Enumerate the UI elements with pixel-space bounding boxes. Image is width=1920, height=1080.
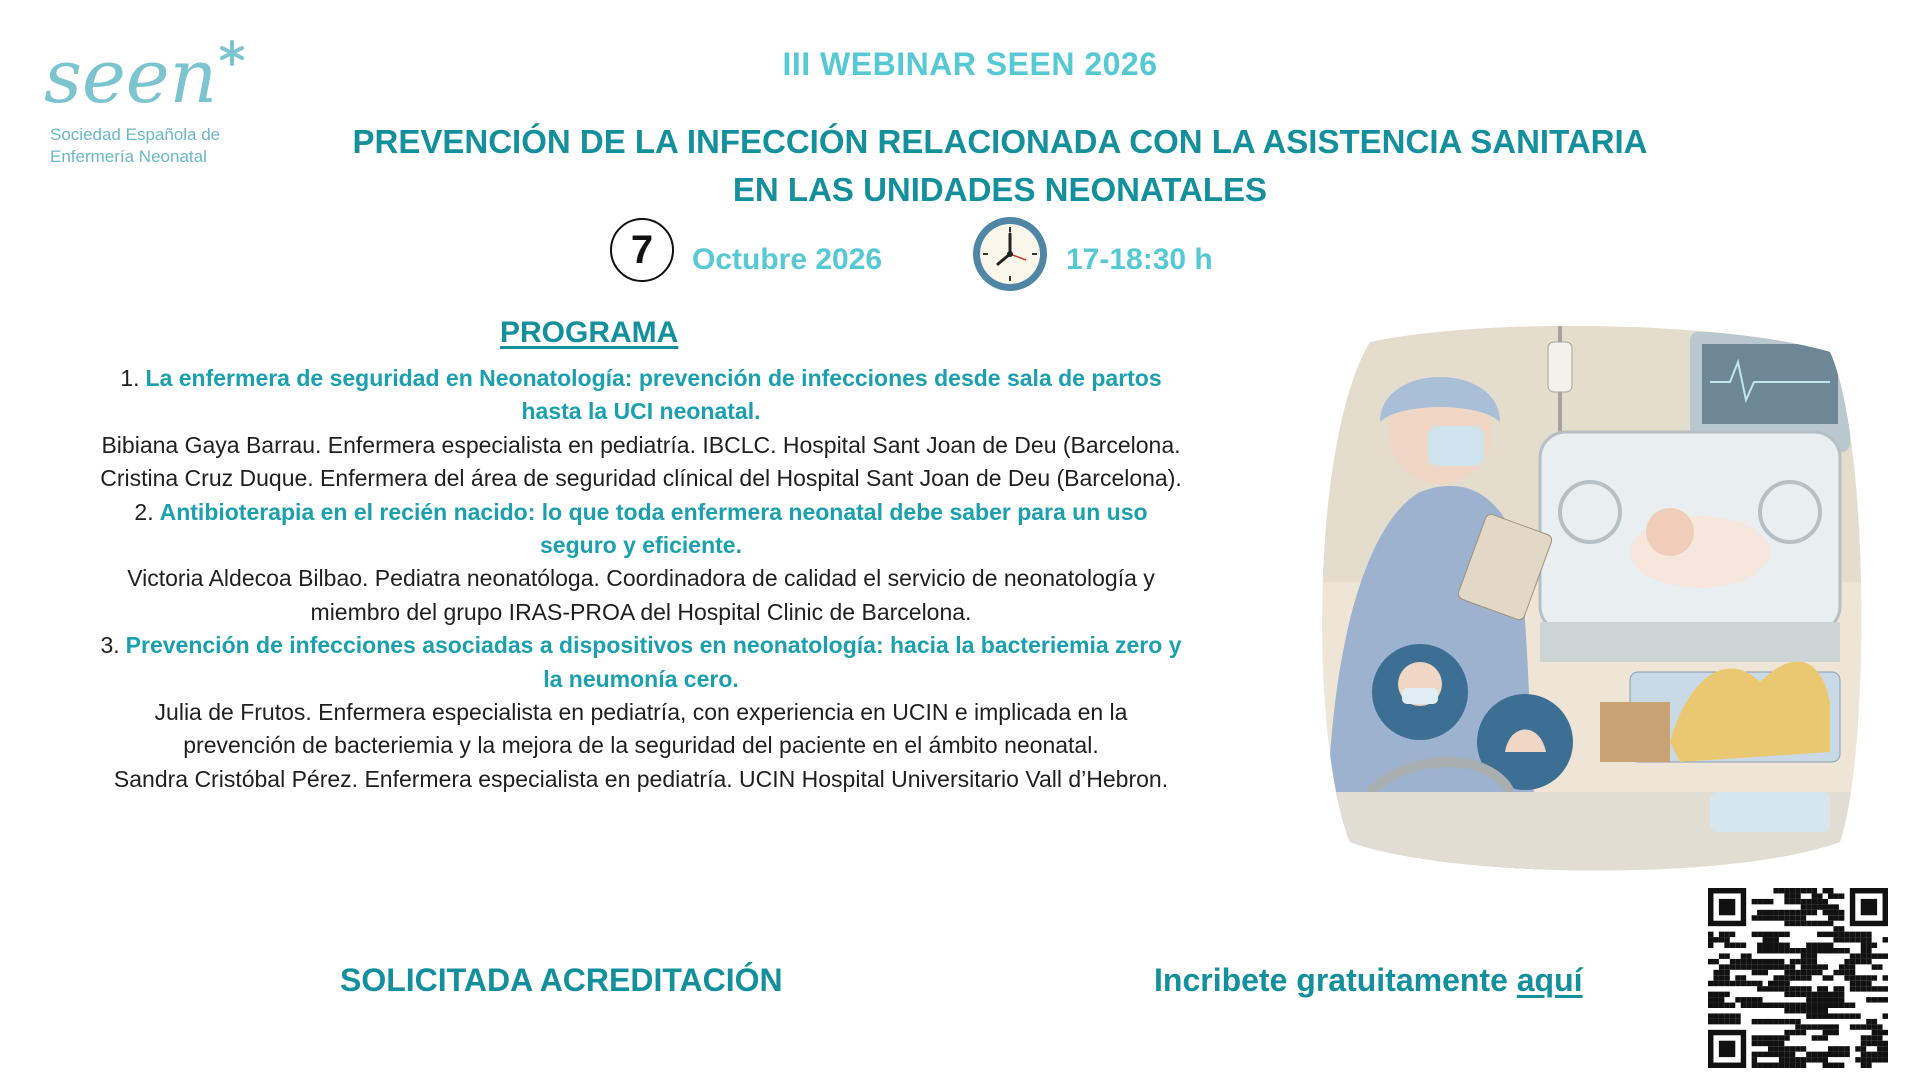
item-title-text: Antibioterapia en el recién nacido: lo que toda enfermera neonatal debe saber para un uso seguro y eficiente. (159, 498, 1148, 559)
event-time: 17-18:30 h (1066, 243, 1213, 276)
program-item-2 (96, 496, 1186, 630)
program-item-title (96, 496, 1186, 563)
speaker: Bibiana Gaya Barrau. Enfermera especialista en pediatría. IBCLC. Hospital Sant Joan de Deu (Barcelona. (101, 431, 1181, 458)
event-date: Octubre 2026 (692, 243, 883, 276)
item-number: 3. (100, 632, 120, 659)
item-title-text: La enfermera de seguridad en Neonatología: prevención de infecciones desde sala de partos hasta la UCI neonatal. (145, 365, 1162, 425)
speaker: Sandra Cristóbal Pérez. Enfermera especialista en pediatría. UCIN Hospital Universitario Vall d’Hebron. (113, 765, 1169, 792)
speaker: Julia de Frutos. Enfermera especialista en pediatría, con experiencia en UCIN e implicada en la prevención de bacteriemia y la mejora de la seguridad del paciente en el ámbito neonatal. (154, 699, 1128, 759)
day-circle: 7 (610, 218, 674, 282)
logo-subtitle (50, 124, 220, 168)
program-list (96, 362, 1186, 796)
speaker: Cristina Cruz Duque. Enfermera del área de seguridad clínical del Hospital Sant Joan de Deu (Barcelona). (100, 465, 1182, 492)
program-item-3 (96, 629, 1186, 796)
item-title-text: Prevención de infecciones asociadas a dispositivos en neonatología: hacia la bacteriemia zero y la neumonía cero. (125, 632, 1182, 692)
svg-text:seen: seen (44, 36, 218, 116)
qr-code-icon[interactable] (1708, 888, 1888, 1068)
register-cta (1154, 962, 1583, 999)
program-item-title (96, 362, 1186, 429)
neonatal-illustration (1310, 322, 1870, 878)
clock-icon (970, 214, 1050, 294)
speaker: Victoria Aldecoa Bilbao. Pediatra neonatóloga. Coordinadora de calidad el servicio de neonatología y miembro del grupo IRAS-PROA del Hospital Clinic de Barcelona. (127, 565, 1155, 625)
program-item-1 (96, 362, 1186, 496)
title-line1: PREVENCIÓN DE LA INFECCIÓN RELACIONADA CON LA ASISTENCIA SANITARIA (352, 123, 1648, 160)
title-line2: EN LAS UNIDADES NEONATALES (732, 171, 1268, 208)
item-number: 2. (134, 498, 154, 525)
accreditation-label: SOLICITADA ACREDITACIÓN (340, 962, 783, 998)
logo-subtitle-line2: Enfermería Neonatal (50, 147, 207, 166)
program-item-title (96, 629, 1186, 696)
page-title (280, 118, 1720, 214)
logo-subtitle-line1: Sociedad Española de (50, 125, 221, 144)
register-text: Incribete gratuitamente (1154, 962, 1508, 998)
item-number: 1. (120, 365, 140, 391)
program-heading: PROGRAMA (500, 316, 679, 349)
webinar-label: III WEBINAR SEEN 2026 (782, 46, 1158, 82)
register-link[interactable]: aquí (1516, 962, 1583, 998)
